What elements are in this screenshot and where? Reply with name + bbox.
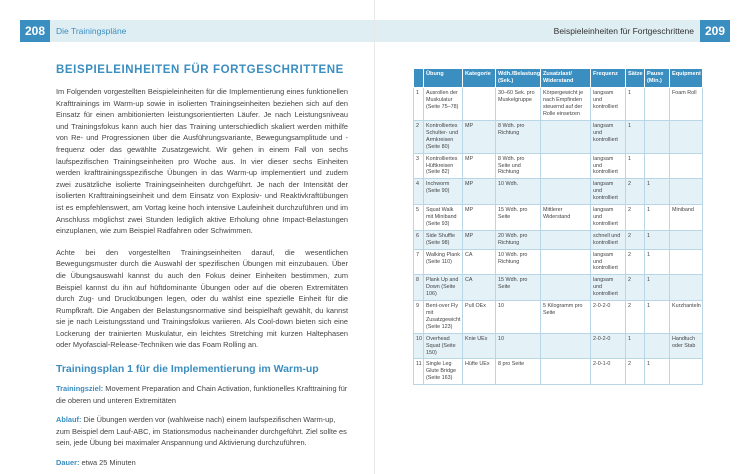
training-duration	[56, 457, 348, 469]
table-row	[414, 333, 703, 359]
training-flow	[56, 414, 348, 449]
table-cell: Single Leg Glute Bridge (Seite 163)	[424, 359, 463, 385]
table-cell: langsam und kontrolliert	[591, 88, 626, 121]
table-header-cell: Sätze	[626, 69, 645, 88]
intro-paragraph: Im Folgenden vorgestellten Beispieleinheiten für die Implementierung eines funktionellen Krafttrainings im Warm-up sowie in isolierten Trainingseinheiten beziehen sich auf den Einsatz für einen ambitionierten leistungsorientierten Läufer. Je nach Leistungsniveau und Trainingsfokus kann auch hier das Training unterschiedlich skaliert werden mithilfe von Re- und Progressionen über die Ausführungsvariante, Bewegungsamplitude und -frequenz oder das gewählte Zusatzgewicht. Wir gehen in einem Fall von sechs laufspezifischen Trainingseinheiten pro Woche aus. In vier dieser sechs Einheiten werden krafttrainingsspezifische Übungen in das Warm-up implementiert und zudem zwei zusätzliche isolierte Trainingseinheiten durchgeführt. Je nach der Intensität der isolierten Krafttrainingseinheit und dem Einsatz von Explosiv- und Reaktivkraftübungen ist es empfehlenswert, am Vortag keine hoch intensive Laufeinheit durchzuführen und im Anschluss möglichst zwei Stunden lediglich aktive Erholung ohne Impact-Belastungen einzuplanen, wie zum Beispiel Radfahren oder Schwimmen.	[56, 87, 348, 236]
table-cell: 5 Kilogramm pro Seite	[541, 301, 591, 334]
table-cell: MP	[463, 121, 496, 154]
table-cell: langsam und kontrolliert	[591, 249, 626, 275]
table-cell: Overhead Squat (Seite 150)	[424, 333, 463, 359]
table-header-cell: Pause (Min.)	[645, 69, 670, 88]
table-cell: Hüfte UEx	[463, 359, 496, 385]
table-cell: 30–60 Sek. pro Muskelgruppe	[496, 88, 541, 121]
table-cell: MP	[463, 230, 496, 249]
table-body	[414, 88, 703, 385]
table-cell: Knie UEx	[463, 333, 496, 359]
table-cell: 1	[645, 275, 670, 301]
table-cell: Squat Walk mit Miniband (Seite 93)	[424, 205, 463, 231]
table-cell: Ausrollen der Muskulatur (Seite 75–78)	[424, 88, 463, 121]
table-cell: 5	[414, 205, 424, 231]
table-cell: 10 Wdh.	[496, 179, 541, 205]
right-running-head: Beispieleinheiten für Fortgeschrittene	[553, 26, 694, 36]
table-row	[414, 230, 703, 249]
table-cell: Inchworm (Seite 90)	[424, 179, 463, 205]
table-cell	[541, 275, 591, 301]
table-cell: 2	[626, 359, 645, 385]
training-table	[413, 68, 703, 385]
table-cell: 8 Wdh. pro Richtung	[496, 121, 541, 154]
table-header-cell: Equipment	[670, 69, 703, 88]
table-header-cell: Zusatzlast/ Widerstand	[541, 69, 591, 88]
table-cell: 11	[414, 359, 424, 385]
table-cell: 1	[626, 153, 645, 179]
table-header-cell: Kategorie	[463, 69, 496, 88]
table-cell	[670, 359, 703, 385]
table-cell: Foam Roll	[670, 88, 703, 121]
table-cell: 1	[626, 88, 645, 121]
table-cell: Miniband	[670, 205, 703, 231]
goal-text: Movement Preparation and Chain Activation, funktionelles Krafttraining für die oberen und unteren Extremitäten	[56, 384, 348, 405]
table-cell	[541, 179, 591, 205]
table-cell: 2-0-2-0	[591, 333, 626, 359]
training-table-wrapper	[413, 68, 702, 385]
table-cell: MP	[463, 205, 496, 231]
table-cell: CA	[463, 275, 496, 301]
table-cell: 2	[414, 121, 424, 154]
table-cell: 2	[626, 275, 645, 301]
table-cell: 15 Wdh. pro Seite	[496, 205, 541, 231]
table-cell: Pull OEx	[463, 301, 496, 334]
table-cell: 1	[645, 249, 670, 275]
table-cell: 20 Wdh. pro Richtung	[496, 230, 541, 249]
table-cell: 1	[414, 88, 424, 121]
table-row	[414, 179, 703, 205]
table-header-cell: Wdh./Belastung (Sek.)	[496, 69, 541, 88]
table-cell	[670, 249, 703, 275]
table-cell: schnell und kontrolliert	[591, 230, 626, 249]
table-cell	[670, 121, 703, 154]
table-cell: 2	[626, 249, 645, 275]
table-cell	[541, 333, 591, 359]
table-row	[414, 249, 703, 275]
table-cell	[645, 333, 670, 359]
table-header-row	[414, 69, 703, 88]
table-cell	[541, 359, 591, 385]
table-cell	[463, 88, 496, 121]
table-cell: 2	[626, 205, 645, 231]
table-row	[414, 301, 703, 334]
table-header-cell: Frequenz	[591, 69, 626, 88]
table-cell: Kontrolliertes Hüftkreisen (Seite 82)	[424, 153, 463, 179]
table-cell: 8 Wdh. pro Seite und Richtung	[496, 153, 541, 179]
table-cell: 1	[645, 301, 670, 334]
table-cell: 10	[414, 333, 424, 359]
table-cell: langsam und kontrolliert	[591, 153, 626, 179]
table-cell: 1	[645, 230, 670, 249]
flow-label: Ablauf:	[56, 415, 82, 425]
table-cell: MP	[463, 153, 496, 179]
table-cell	[541, 153, 591, 179]
table-cell	[541, 230, 591, 249]
table-cell: Mittlerer Widerstand	[541, 205, 591, 231]
plan-title: Trainingsplan 1 für die Implementierung im Warm-up	[56, 363, 319, 376]
table-cell: 2	[626, 230, 645, 249]
left-running-head: Die Trainingspläne	[56, 26, 127, 36]
table-cell: 7	[414, 249, 424, 275]
flow-text: Die Übungen werden vor (wahlweise nach) einem laufspezifischen Warm-up, zum Beispiel dem Lauf-ABC, im Stationsmodus nacheinander durchgeführt. Ziel sollte es sein, jede Übung bei maximaler Anspannung und Aktivierung durchzuführen.	[56, 415, 347, 448]
right-page-number: 209	[700, 20, 730, 42]
right-page	[375, 0, 750, 474]
table-cell	[541, 121, 591, 154]
table-cell: 2-0-2-0	[591, 301, 626, 334]
table-row	[414, 153, 703, 179]
duration-label: Dauer:	[56, 458, 80, 468]
table-header-cell	[414, 69, 424, 88]
table-cell: Kontrolliertes Schulter- und Armkreisen (Seite 80)	[424, 121, 463, 154]
table-cell: 3	[414, 153, 424, 179]
table-cell	[670, 179, 703, 205]
training-goal	[56, 383, 348, 406]
table-cell: 2	[626, 179, 645, 205]
table-cell: Handtuch oder Stab	[670, 333, 703, 359]
table-cell: 10	[496, 333, 541, 359]
left-content	[56, 64, 348, 469]
table-cell: Side Shuffle (Seite 98)	[424, 230, 463, 249]
table-row	[414, 275, 703, 301]
table-row	[414, 359, 703, 385]
table-header-cell: Übung	[424, 69, 463, 88]
table-cell: 6	[414, 230, 424, 249]
table-cell: langsam und kontrolliert	[591, 179, 626, 205]
table-cell: langsam und kontrolliert	[591, 121, 626, 154]
goal-label: Trainingsziel:	[56, 384, 104, 394]
section-title: BEISPIELEINHEITEN FÜR FORTGESCHRITTENE	[56, 64, 344, 76]
table-cell	[541, 249, 591, 275]
table-cell: 2-0-1-0	[591, 359, 626, 385]
table-cell: 9	[414, 301, 424, 334]
table-cell: langsam und kontrolliert	[591, 275, 626, 301]
table-cell: Bent-over Fly mit Zusatzgewicht (Seite 123)	[424, 301, 463, 334]
second-paragraph: Achte bei den vorgestellten Trainingseinheiten darauf, die wesentlichen Bewegungsmuster durch die Auswahl der spezifischen Übungen mit einzubauen. Über die Übungsauswahl kannst du auch den Fokus deiner Einheiten bestimmen, zum Beispiel kannst du ihn auf hüftdominante Übungen oder auf die oberen Extremitäten durch Zug- und Druckübungen legen, oder du wählst eine spezielle Einheit für die Rumpfkraft. Die Angaben der Belastungsnormative sind beispielhaft gewählt, du kannst sie je nach Leistungsstand und Trainingsfokus variieren. Als Cool-down bieten sich eine Lockerung der trainierten Muskulatur, ein leichtes Stretching mit kurzen Haltephasen oder Myofascial-Release-Techniken wie das Foam Rolling an.	[56, 247, 348, 350]
table-cell	[670, 153, 703, 179]
table-cell: 15 Wdh. pro Seite	[496, 275, 541, 301]
table-cell: Körpergewicht je nach Empfinden steuernd auf der Rolle einsetzen	[541, 88, 591, 121]
table-row	[414, 88, 703, 121]
table-cell: 8	[414, 275, 424, 301]
duration-text: etwa 25 Minuten	[81, 458, 136, 468]
table-row	[414, 121, 703, 154]
table-row	[414, 205, 703, 231]
table-cell: Walking Plank (Seite 110)	[424, 249, 463, 275]
table-cell: 2	[626, 301, 645, 334]
table-cell: 1	[626, 121, 645, 154]
table-cell: 1	[645, 359, 670, 385]
table-cell: 1	[645, 179, 670, 205]
table-cell	[645, 88, 670, 121]
table-cell	[645, 121, 670, 154]
table-cell: 8 pro Seite	[496, 359, 541, 385]
table-cell: 10	[496, 301, 541, 334]
table-cell: 10 Wdh. pro Richtung	[496, 249, 541, 275]
table-cell: 1	[645, 205, 670, 231]
table-cell: 1	[626, 333, 645, 359]
table-cell: MP	[463, 179, 496, 205]
table-cell: CA	[463, 249, 496, 275]
table-cell: Plank Up and Down (Seite 106)	[424, 275, 463, 301]
table-cell	[645, 153, 670, 179]
table-cell: 4	[414, 179, 424, 205]
table-cell: langsam und kontrolliert	[591, 205, 626, 231]
left-page-number: 208	[20, 20, 50, 42]
table-cell: Kurzhanteln	[670, 301, 703, 334]
table-cell	[670, 230, 703, 249]
table-cell	[670, 275, 703, 301]
